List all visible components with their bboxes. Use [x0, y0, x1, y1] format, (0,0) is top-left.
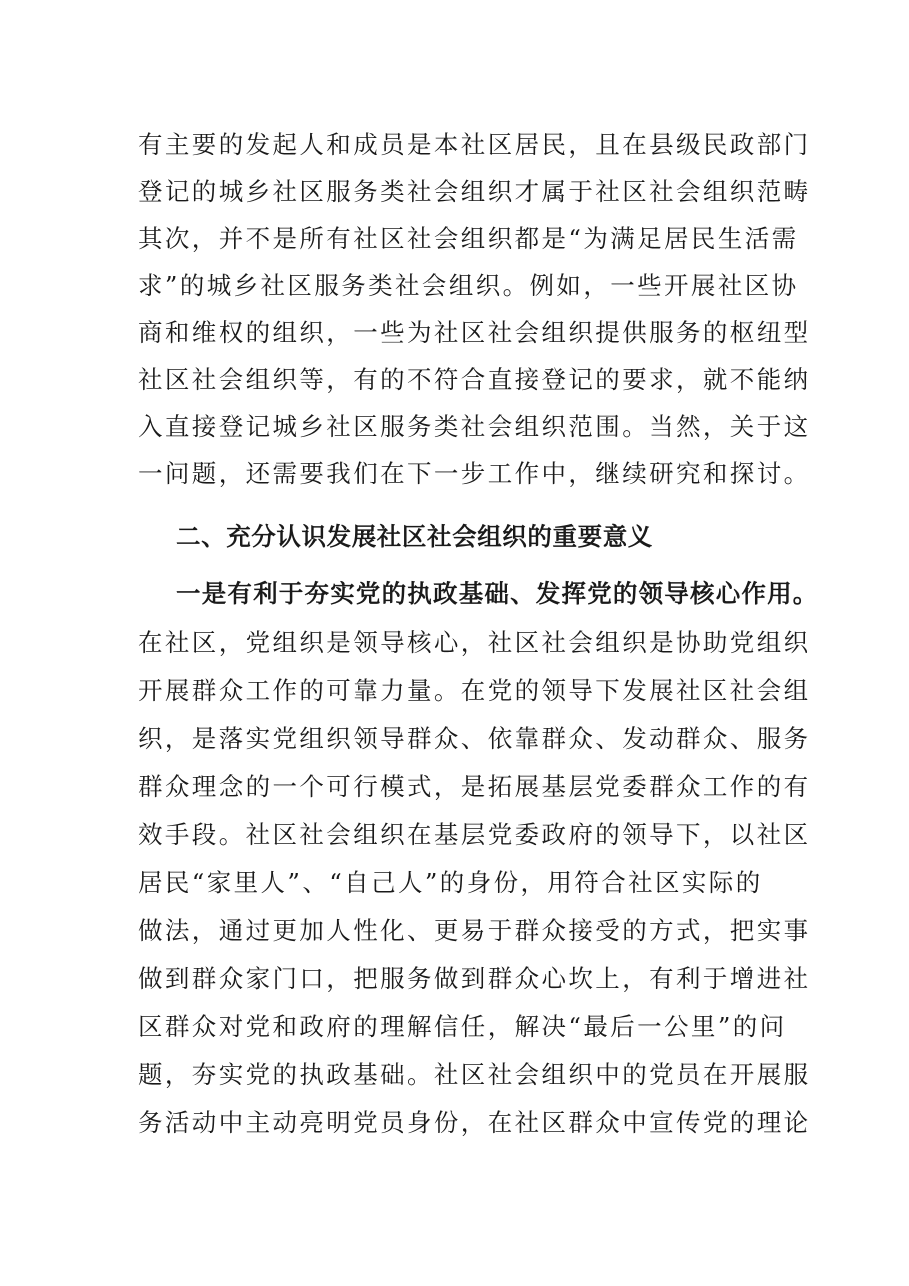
body-text-line: 效手段。社区社会组织在基层党委政府的领导下，以社区 — [138, 820, 811, 849]
body-text-line: 做法，通过更加人性化、更易于群众接受的方式，把实事 — [138, 916, 811, 945]
section-heading: 二、充分认识发展社区社会组织的重要意义 — [176, 522, 653, 551]
subheading: 一是有利于夯实党的执政基础、发挥党的领导核心作用。 — [176, 579, 819, 608]
body-text-line: 做到群众家门口，把服务做到群众心坎上，有利于增进社 — [138, 964, 811, 993]
body-text-line: 求”的城乡社区服务类社会组织。例如，一些开展社区协 — [138, 271, 799, 300]
body-text-line: 社区社会组织等，有的不符合直接登记的要求，就不能纳 — [138, 365, 811, 394]
body-text-line: 有主要的发起人和成员是本社区居民，且在县级民政部门 — [138, 130, 811, 159]
body-text-line: 居民“家里人”、“自己人”的身份，用符合社区实际的 — [138, 868, 763, 897]
body-text-line: 开展群众工作的可靠力量。在党的领导下发展社区社会组 — [138, 676, 811, 705]
body-text-line: 入直接登记城乡社区服务类社会组织范围。当然，关于这 — [138, 412, 811, 441]
body-text-line: 织，是落实党组织领导群众、依靠群众、发动群众、服务 — [138, 724, 811, 753]
body-text-line: 群众理念的一个可行模式，是拓展基层党委群众工作的有 — [138, 772, 811, 801]
body-text-line: 区群众对党和政府的理解信任，解决“最后一公里”的问 — [138, 1012, 787, 1041]
body-text-line: 务活动中主动亮明党员身份，在社区群众中宣传党的理论 — [138, 1108, 811, 1137]
body-text-line: 一问题，还需要我们在下一步工作中，继续研究和探讨。 — [138, 459, 811, 488]
body-text-line: 登记的城乡社区服务类社会组织才属于社区社会组织范畴 — [138, 177, 811, 206]
body-text-line: 在社区，党组织是领导核心，社区社会组织是协助党组织 — [138, 628, 811, 657]
body-text-line: 题，夯实党的执政基础。社区社会组织中的党员在开展服 — [138, 1060, 811, 1089]
body-text-line: 其次，并不是所有社区社会组织都是“为满足居民生活需 — [138, 224, 799, 253]
body-text-line: 商和维权的组织，一些为社区社会组织提供服务的枢纽型 — [138, 318, 811, 347]
